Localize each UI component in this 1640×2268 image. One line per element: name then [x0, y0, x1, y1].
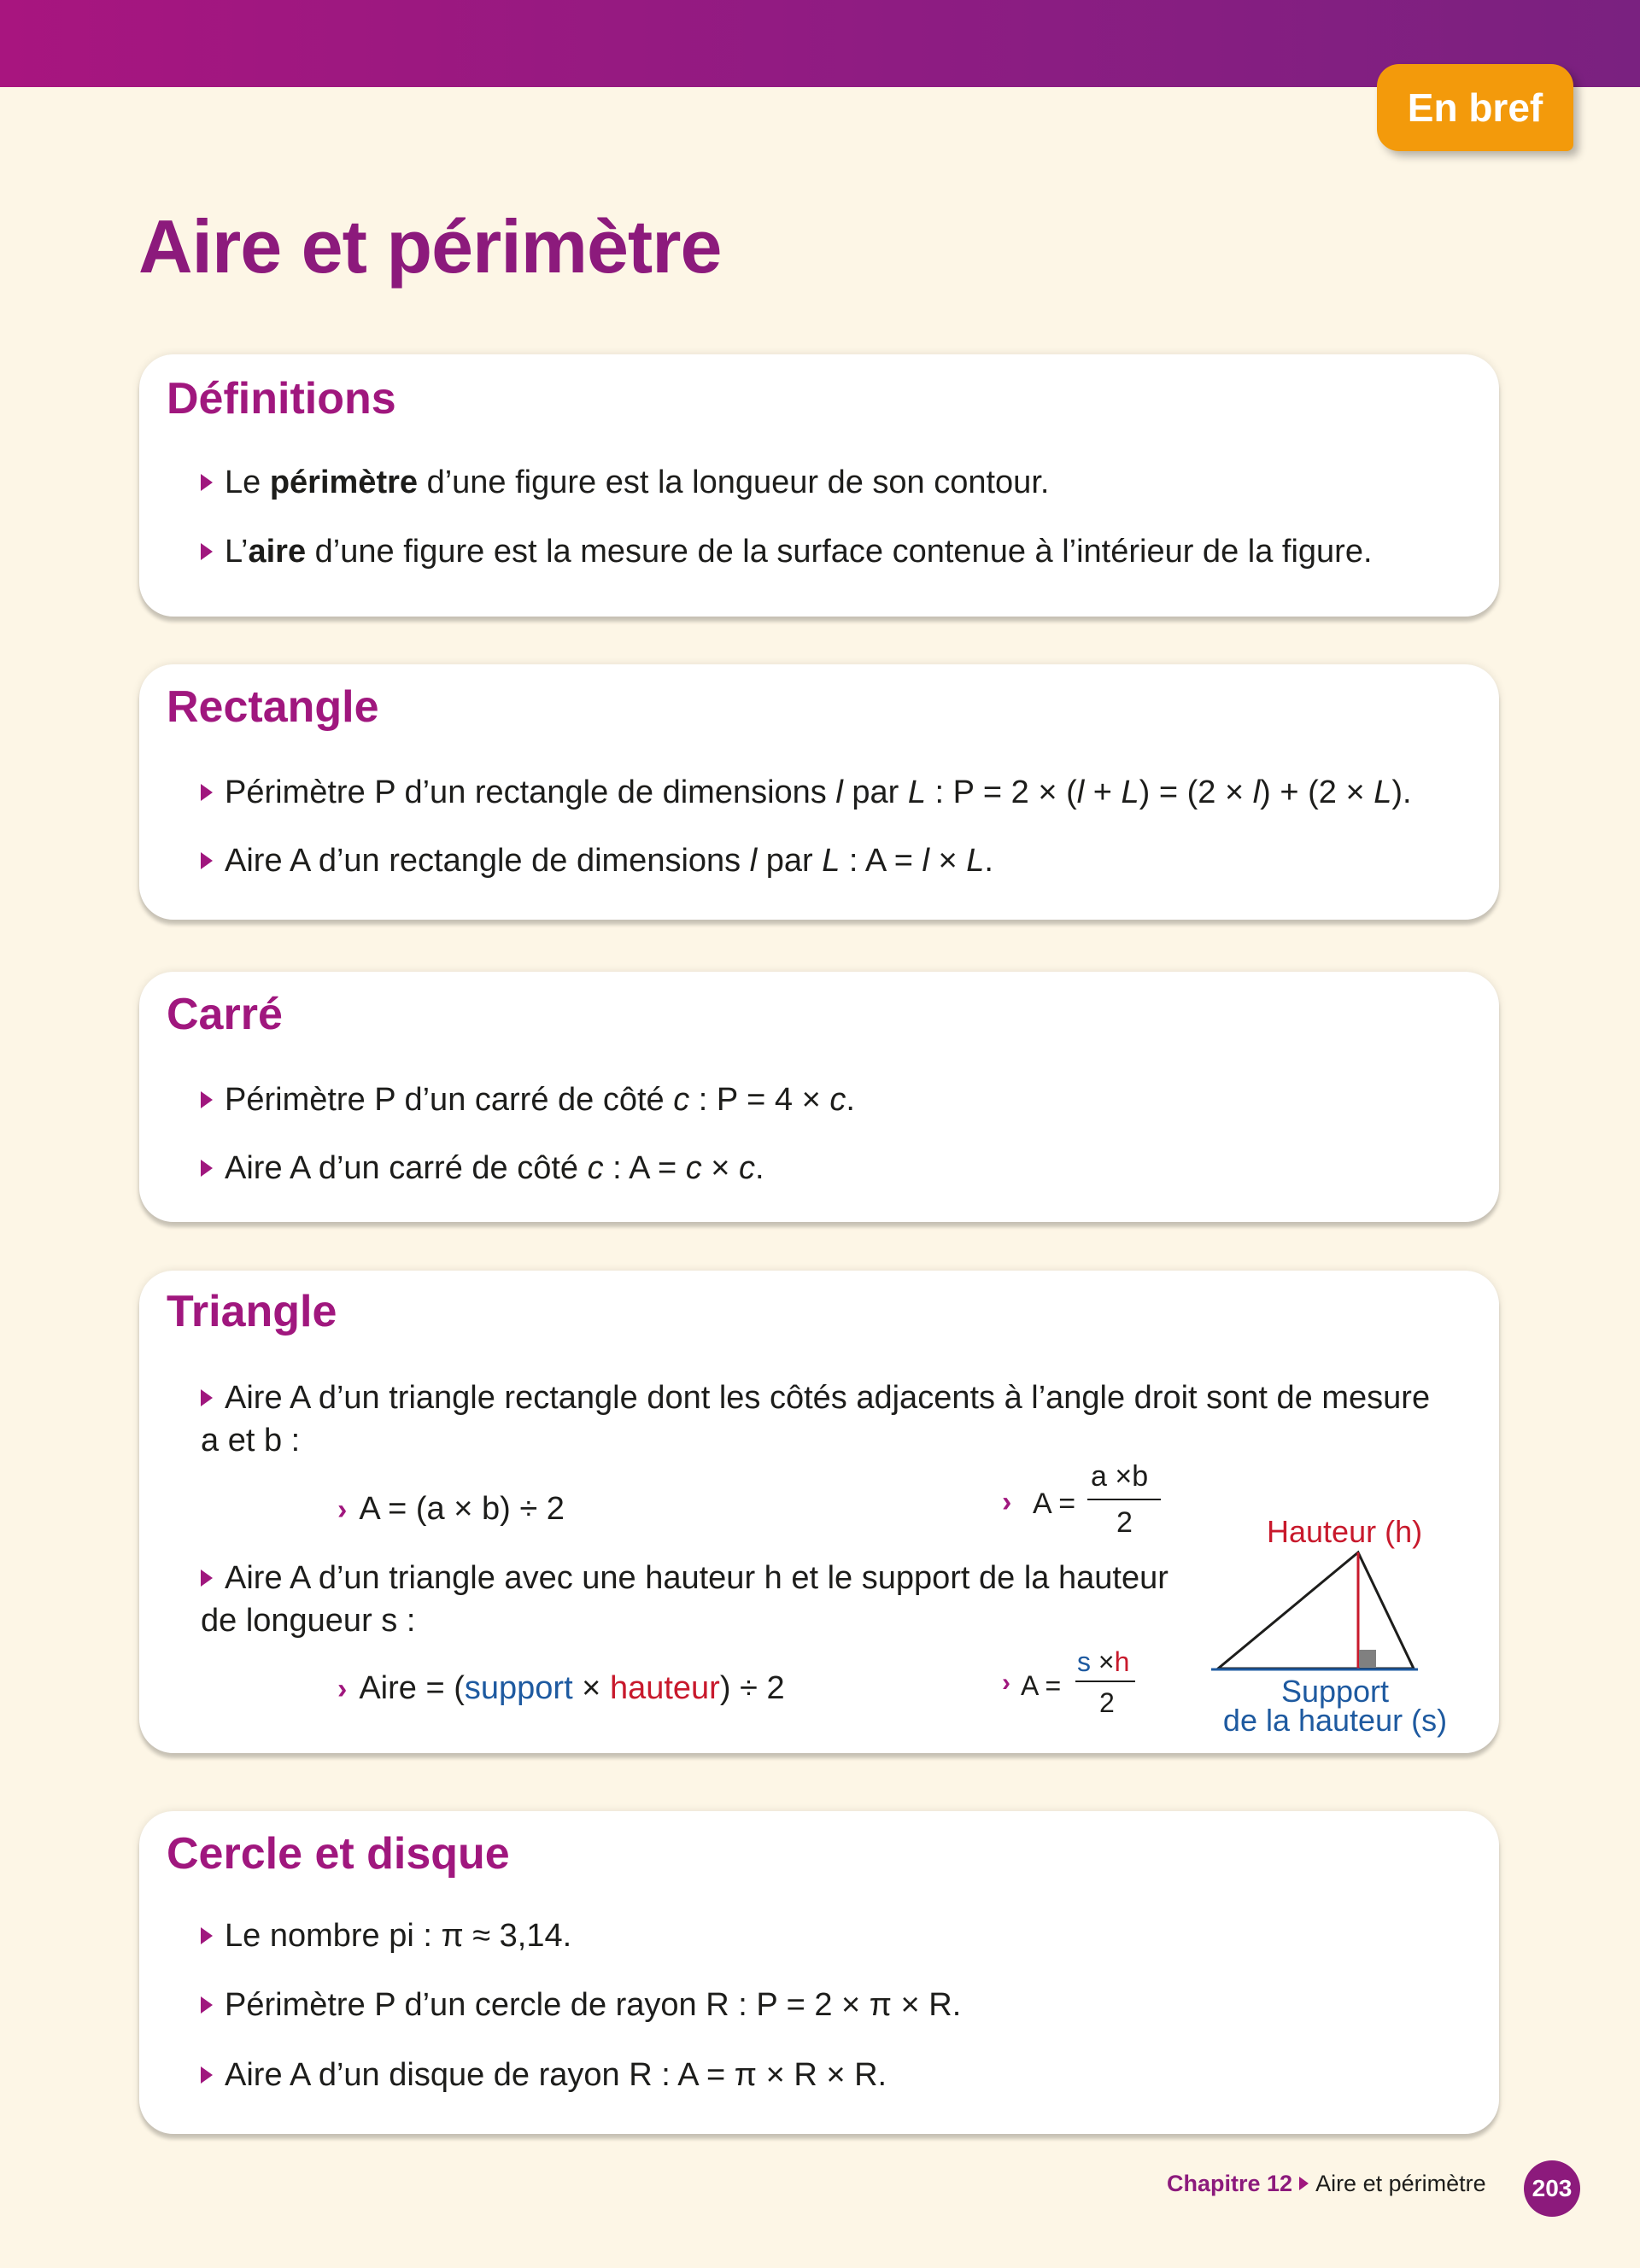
definitions-card: [139, 354, 1499, 617]
right-angle-mark: [1359, 1650, 1376, 1667]
bullet-icon: [201, 784, 213, 801]
definitions-heading: Définitions: [167, 374, 396, 424]
rectangle-heading: Rectangle: [167, 682, 379, 732]
formula-support-hauteur: › Aire = (support × hauteur) ÷ 2: [337, 1670, 785, 1706]
carre-heading: Carré: [167, 990, 283, 1039]
triangle-card: [139, 1271, 1499, 1753]
chevron-right-icon: ›: [337, 1493, 348, 1526]
rectangle-card: [139, 664, 1499, 920]
cercle-heading: Cercle et disque: [167, 1829, 510, 1879]
triangle-rectangle-text: Aire A d’un triangle rectangle dont les côtés adjacents à l’angle droit sont de mesure: [201, 1377, 1430, 1419]
bullet-icon: [201, 474, 213, 491]
cercle-pi: Le nombre pi : π ≈ 3,14.: [201, 1914, 571, 1957]
bullet-icon: [201, 1160, 213, 1177]
bullet-icon: [201, 1389, 213, 1406]
bullet-icon: [201, 543, 213, 560]
disque-aire: Aire A d’un disque de rayon R : A = π × R × R.: [201, 2054, 887, 2096]
page-number: 203: [1524, 2160, 1580, 2217]
fraction-sh: › A = s ×h 2: [1002, 1646, 1104, 1723]
triangle-figure: [1211, 1546, 1425, 1674]
definition-perimetre: Le périmètre d’une figure est la longueur de son contour.: [201, 461, 1049, 504]
cercle-perimetre: Périmètre P d’un cercle de rayon R : P = 2 × π × R.: [201, 1984, 961, 2026]
footer-chapter: Chapitre 12 Aire et périmètre: [1167, 2171, 1486, 2196]
bullet-icon: [201, 1927, 213, 1944]
support-label: Support de la hauteur (s): [1222, 1674, 1448, 1738]
carre-card: [139, 972, 1499, 1222]
definition-aire: L’aire d’une figure est la mesure de la surface contenue à l’intérieur de la figure.: [201, 530, 1373, 573]
bullet-icon: [1299, 2177, 1309, 2190]
hauteur-label: Hauteur (h): [1267, 1514, 1423, 1549]
rectangle-perimetre: Périmètre P d’un rectangle de dimensions l par L : P = 2 × (l + L) = (2 × l) + (2 × L).: [201, 771, 1412, 814]
fraction-bar: [1087, 1499, 1161, 1500]
bullet-icon: [201, 1091, 213, 1108]
page-title: Aire et périmètre: [138, 204, 722, 289]
triangle-hauteur-text-2: de longueur s :: [201, 1603, 416, 1639]
bullet-icon: [201, 852, 213, 869]
fraction-bar: [1075, 1681, 1135, 1682]
triangle-hauteur-text: Aire A d’un triangle avec une hauteur h et le support de la hauteur: [201, 1557, 1168, 1599]
carre-perimetre: Périmètre P d’un carré de côté c : P = 4 × c.: [201, 1078, 855, 1121]
triangle-heading: Triangle: [167, 1287, 337, 1336]
bullet-icon: [201, 1569, 213, 1587]
triangle-rectangle-text-2: a et b :: [201, 1423, 301, 1458]
rectangle-aire: Aire A d’un rectangle de dimensions l par L : A = l × L.: [201, 839, 993, 882]
carre-aire: Aire A d’un carré de côté c : A = c × c.: [201, 1147, 764, 1190]
fraction-ab: › A = a ×b 2: [1002, 1460, 1139, 1546]
formula-ab: › A = (a × b) ÷ 2: [337, 1491, 565, 1527]
chevron-right-icon: ›: [1002, 1669, 1010, 1697]
bullet-icon: [201, 2066, 213, 2084]
chevron-right-icon: ›: [337, 1673, 348, 1705]
bullet-icon: [201, 1996, 213, 2014]
cercle-card: [139, 1811, 1499, 2134]
en-bref-tab: En bref: [1377, 64, 1573, 151]
triangle-shape: [1218, 1552, 1414, 1669]
chevron-right-icon: ›: [1002, 1486, 1012, 1518]
